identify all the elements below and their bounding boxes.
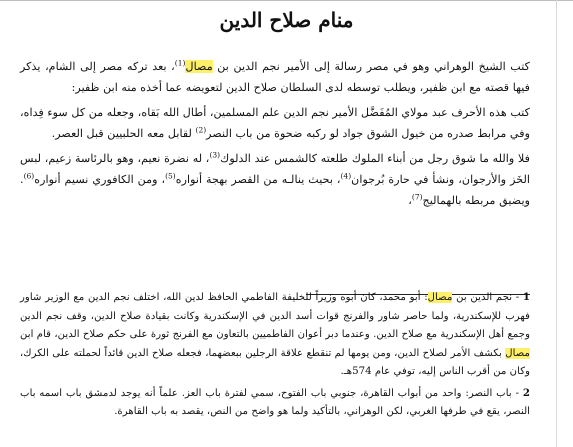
footnote-ref-5[interactable]: (5) bbox=[165, 171, 176, 181]
footnote-1-number: 1 bbox=[522, 291, 530, 303]
body-text bbox=[20, 56, 530, 215]
footnote-1-text-c: بكشف الأمر لصلاح الدين، ومن يومها لم تنقطع علاقة الرجلين ببعضهما، فجعله صلاح الدين قائداً لحملته على الكرك، وكان من أقرب الناس إليه، توفي عام 574هـ. bbox=[20, 347, 530, 377]
paragraph-1 bbox=[20, 56, 530, 98]
footnote-1-highlight-2: مصال bbox=[505, 347, 530, 359]
page-title: منام صلاح الدين bbox=[219, 8, 354, 32]
top-border bbox=[0, 0, 573, 1]
footnote-1-text-a: - نجم الدين بن bbox=[452, 292, 523, 303]
footnote-1-text-b: : أبو محمد، كان أبوه وزيراً للخليفة الفاطمي الحافظ لدين الله، اختلف نجم الدين مع الوزير شاور فهرب للإسكندرية، ولما حاصر شاور والفرنج قوات أسد الدين في الإسكندرية وكانت بقيادة صلاح الدين، وقف نجم الدين وجمع أهل الإسكندرية مع صلاح الدين. وعندما دبر أعوان الفاطميين بالتعاون مع الفرنج ثورة على حكم صلاح الدين، قام ابن bbox=[20, 292, 530, 340]
footnote-2-number: 2 bbox=[522, 386, 530, 399]
footnote-1-highlight-1: مصال bbox=[427, 292, 453, 303]
paragraph-3-text-d: ، ومن الكافوري نسيم أنواره bbox=[34, 173, 166, 186]
paragraph-3-text-b: ، له نضرة نعيم، وهو بالرئاسة زعيم، لبس الخَز والأرجوان، ونشأ في حارة بُرجوان bbox=[20, 152, 530, 186]
footnotes bbox=[20, 288, 530, 424]
paragraph-3-text-f: ، bbox=[408, 194, 412, 207]
footnote-ref-1[interactable]: (1) bbox=[174, 58, 186, 68]
footnote-ref-6[interactable]: (6) bbox=[23, 171, 35, 181]
highlighted-name: مصال bbox=[185, 60, 213, 73]
paragraph-2-text-a: كتب هذه الأحرف عبد مولاي المُفَضَّل الأمير نجم الدين علم المسلمين، أطال الله بَقاه، وجعله من كل سوء فِداه، وفي مرابط صدره من خيول الشوق جواد لو ركبه ضحوة من باب النصر bbox=[20, 106, 530, 140]
footnote-ref-3[interactable]: (3) bbox=[209, 150, 221, 160]
footnote-1 bbox=[20, 288, 530, 382]
paragraph-2 bbox=[20, 102, 530, 144]
paragraph-1-text-a: كتب الشيخ الوهراني وهو في مصر رسالة إلى الأمير نجم الدين بن bbox=[212, 60, 530, 73]
paragraph-3-text-a: فلا والله ما شوق رجل من أبناء الملوك طلعته كالشمس عند الدلوك bbox=[220, 152, 531, 165]
footnote-2 bbox=[20, 384, 530, 422]
paragraph-1-text-b: ، بعد تركه مصر إلى الشام، يذكر فيها قصته مع ابن ظفير، ويطلب توسطه لدى السلطان صلاح الدين لتعويضه عما أخذه منه ابن ظفير: bbox=[20, 60, 530, 94]
page-edge bbox=[556, 0, 557, 447]
paragraph-3 bbox=[20, 148, 530, 211]
footnote-ref-2[interactable]: (2) bbox=[195, 125, 207, 135]
footnote-ref-4[interactable]: (4) bbox=[340, 171, 352, 181]
paragraph-2-text-b: لقابل معه الحلبيين قبل العصر. bbox=[51, 127, 196, 140]
paragraph-3-text-c: ، بحيث ينالـه من القصر بهجة أنواره bbox=[175, 173, 341, 186]
footnote-ref-7[interactable]: (7) bbox=[411, 192, 423, 202]
footnote-2-text-a: - باب النصر: واحد من أبواب القاهرة، جنوبي باب الفتوح، سمي لفترة باب العز. علماً أنه يوجد لدمشق باب اسمه باب النصر، يقع في طرفها الغربي، لكن الوهراني، بالتأكيد ولما هو واضح من النص، يقصد به باب القاهرة. bbox=[20, 387, 530, 417]
paragraph-3-text-e: . ويضيق مربطه بالهماليج bbox=[20, 173, 530, 207]
